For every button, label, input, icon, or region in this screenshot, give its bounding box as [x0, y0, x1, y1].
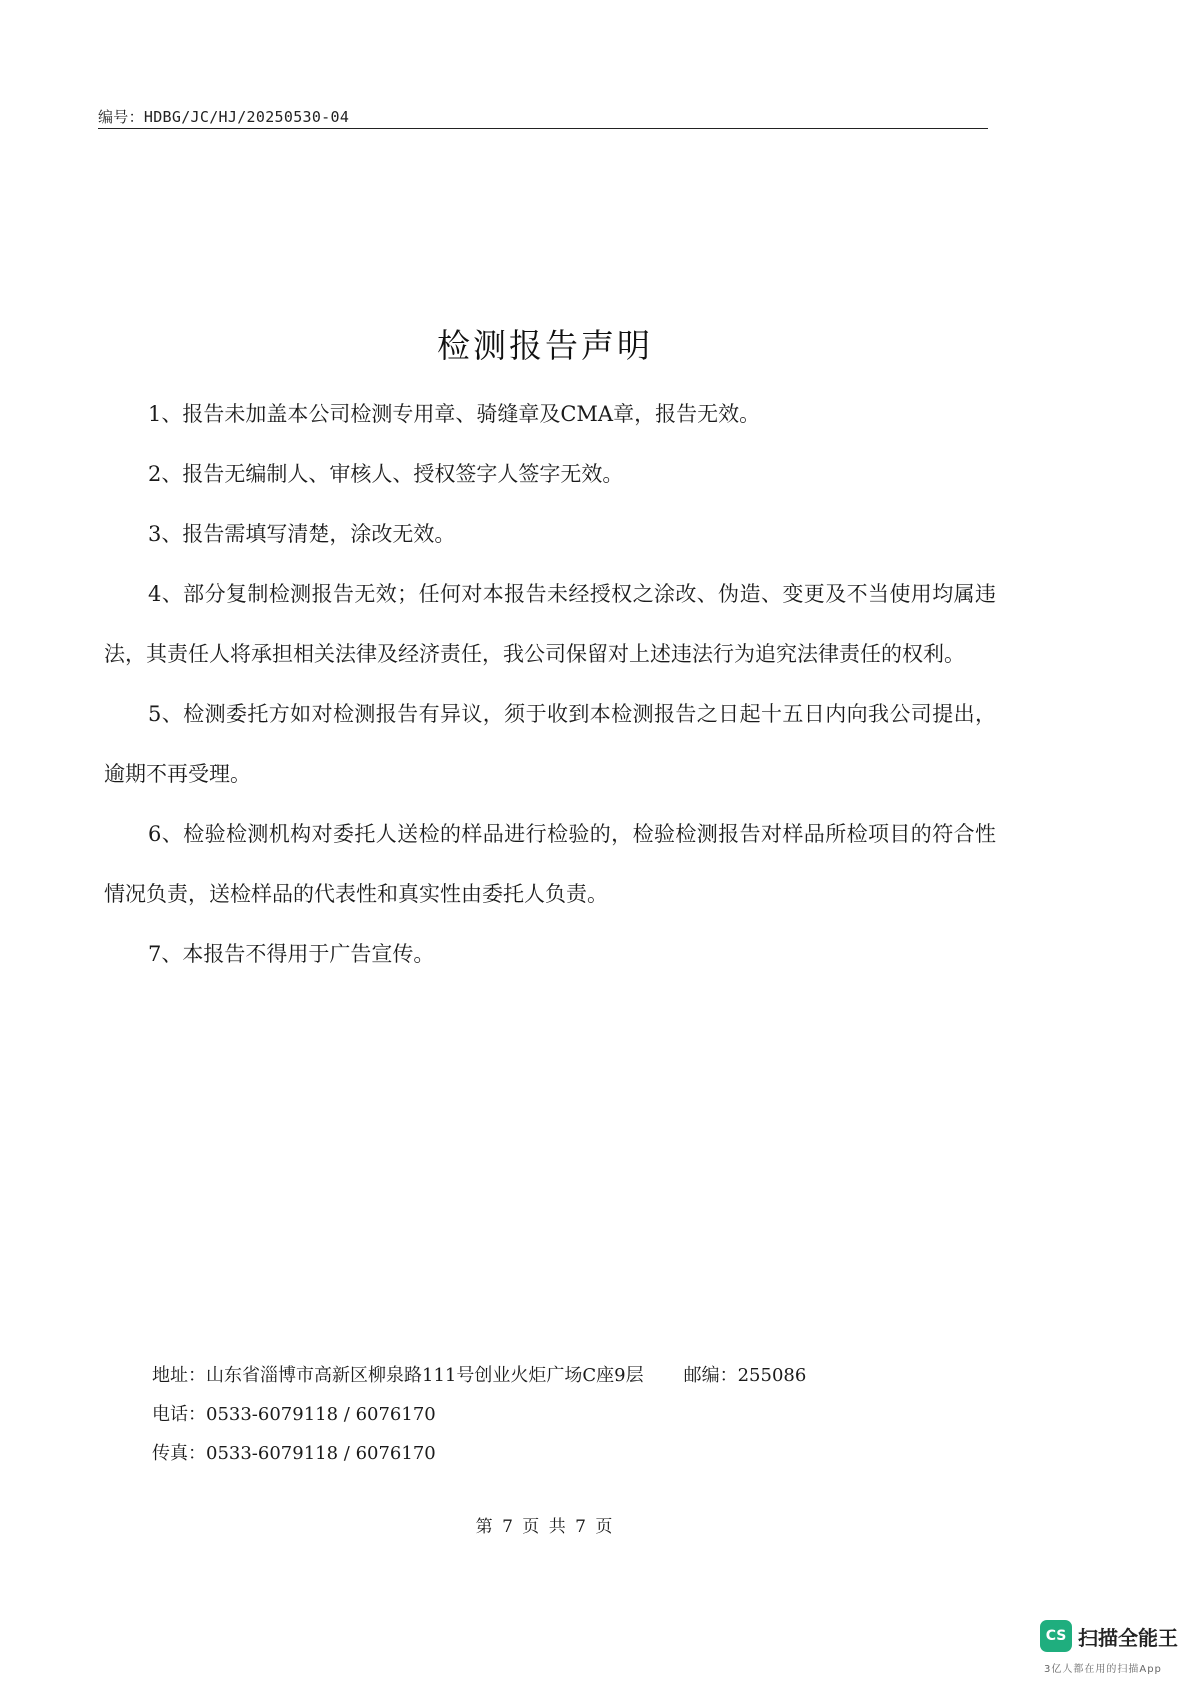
watermark-app-name: 扫描全能王 [1078, 1626, 1178, 1650]
phone-line: 电话：0533-6079118 / 6076170 [152, 1404, 436, 1425]
address-text: 地址：山东省淄博市高新区柳泉路111号创业火炬广场C座9层 [152, 1365, 644, 1386]
company-contact-info [152, 1356, 806, 1473]
statement-item-3: 3、报告需填写清楚，涂改无效。 [148, 522, 456, 546]
scanner-watermark [1040, 1620, 1190, 1684]
page-header [98, 106, 988, 129]
statement-item-6: 6、检验检测机构对委托人送检的样品进行检验的，检验检测报告对样品所检项目的符合性情况负责，送检样品的代表性和真实性由委托人负责。 [104, 822, 996, 906]
watermark-tagline: 3亿人都在用的扫描App [1044, 1664, 1162, 1675]
statement-item-2: 2、报告无编制人、审核人、授权签字人签字无效。 [148, 462, 624, 486]
statement-list [104, 384, 996, 984]
statement-item-5: 5、检测委托方如对检测报告有异议，须于收到本检测报告之日起十五日内向我公司提出，逾期不再受理。 [104, 702, 996, 786]
fax-line: 传真：0533-6079118 / 6076170 [152, 1443, 436, 1464]
document-title: 检测报告声明 [437, 326, 653, 365]
statement-item-4: 4、部分复制检测报告无效；任何对本报告未经授权之涂改、伪造、变更及不当使用均属违法，其责任人将承担相关法律及经济责任，我公司保留对上述违法行为追究法律责任的权利。 [104, 582, 996, 666]
page-number: 第 7 页 共 7 页 [475, 1517, 615, 1537]
postcode-text: 邮编：255086 [683, 1365, 807, 1386]
report-number: 编号：HDBG/JC/HJ/20250530-04 [98, 108, 350, 126]
statement-item-1: 1、报告未加盖本公司检测专用章、骑缝章及CMA章，报告无效。 [148, 402, 761, 426]
camscanner-logo-icon: CS [1040, 1620, 1072, 1652]
address-line [152, 1356, 806, 1395]
statement-item-7: 7、本报告不得用于广告宣传。 [148, 942, 435, 966]
